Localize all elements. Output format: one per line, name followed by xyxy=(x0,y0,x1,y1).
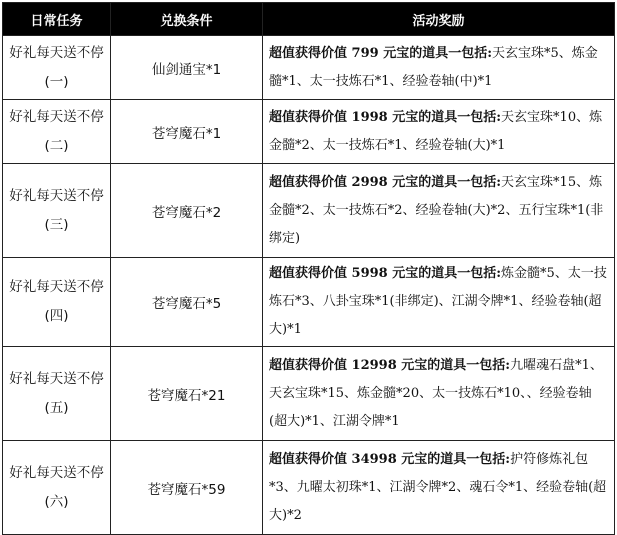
condition-cell: 苍穹魔石*5 xyxy=(111,258,263,347)
task-number: (四) xyxy=(44,308,69,324)
task-title: 好礼每天送不停 xyxy=(9,279,104,295)
reward-lead: 超值获得价值 799 元宝的道具一包括: xyxy=(269,45,492,61)
condition-cell: 苍穹魔石*2 xyxy=(111,164,263,258)
task-cell xyxy=(3,258,111,347)
reward-lead: 超值获得价值 5998 元宝的道具一包括: xyxy=(269,266,502,281)
condition-cell: 苍穹魔石*21 xyxy=(111,347,263,441)
header-exchange-condition: 兑换条件 xyxy=(111,3,263,36)
reward-items: 护符修炼礼包*3、九曜太初珠*1、江湖令牌*2、魂石令*1、经验卷轴(超大)*2 xyxy=(269,451,607,523)
reward-table-container xyxy=(2,2,614,525)
reward-cell xyxy=(263,258,615,347)
reward-items: 天玄宝珠*5、炼金髓*1、太一技炼石*1、经验卷轴(中)*1 xyxy=(269,45,598,89)
table-row xyxy=(3,258,615,347)
table-row xyxy=(3,441,615,535)
reward-items: 天玄宝珠*15、炼金髓*2、太一技炼石*2、经验卷轴(大)*2、五行宝珠*1(非绑定) xyxy=(269,174,604,246)
table-row xyxy=(3,164,615,258)
condition-cell: 苍穹魔石*59 xyxy=(111,441,263,535)
task-cell xyxy=(3,36,111,100)
task-number: (二) xyxy=(44,137,69,154)
reward-table xyxy=(2,2,615,535)
task-title: 好礼每天送不停 xyxy=(9,370,104,387)
reward-cell xyxy=(263,347,615,441)
reward-items: 天玄宝珠*10、炼金髓*2、太一技炼石*1、经验卷轴(大)*1 xyxy=(269,109,603,153)
task-title: 好礼每天送不停 xyxy=(9,187,104,204)
task-cell xyxy=(3,164,111,258)
task-cell xyxy=(3,347,111,441)
condition-cell: 苍穹魔石*1 xyxy=(111,100,263,164)
table-row xyxy=(3,100,615,164)
task-title: 好礼每天送不停 xyxy=(9,44,104,61)
table-row xyxy=(3,347,615,441)
task-cell xyxy=(3,441,111,535)
task-number: (五) xyxy=(44,399,69,416)
reward-cell xyxy=(263,441,615,535)
task-title: 好礼每天送不停 xyxy=(9,464,104,481)
table-row xyxy=(3,36,615,100)
condition-cell: 仙剑通宝*1 xyxy=(111,36,263,100)
reward-lead: 超值获得价值 2998 元宝的道具一包括: xyxy=(269,174,502,190)
header-event-reward: 活动奖励 xyxy=(263,3,615,36)
reward-cell xyxy=(263,36,615,100)
header-daily-task: 日常任务 xyxy=(3,3,111,36)
task-cell xyxy=(3,100,111,164)
task-title: 好礼每天送不停 xyxy=(9,108,104,125)
reward-items: 九曜魂石盘*1、天玄宝珠*15、炼金髓*20、太一技炼石*10、、经验卷轴(超大)*1、江湖令牌*1 xyxy=(269,357,603,429)
task-number: (一) xyxy=(44,73,69,90)
table-header-row xyxy=(3,3,615,36)
reward-lead: 超值获得价值 1998 元宝的道具一包括: xyxy=(269,109,502,125)
reward-cell xyxy=(263,164,615,258)
reward-items: 炼金髓*5、太一技炼石*3、八卦宝珠*1(非绑定)、江湖令牌*1、经验卷轴(超大)*1 xyxy=(269,266,607,337)
task-number: (三) xyxy=(44,216,69,233)
reward-lead: 超值获得价值 34998 元宝的道具一包括: xyxy=(269,451,511,467)
reward-lead: 超值获得价值 12998 元宝的道具一包括: xyxy=(269,357,511,373)
reward-cell xyxy=(263,100,615,164)
task-number: (六) xyxy=(44,493,69,510)
